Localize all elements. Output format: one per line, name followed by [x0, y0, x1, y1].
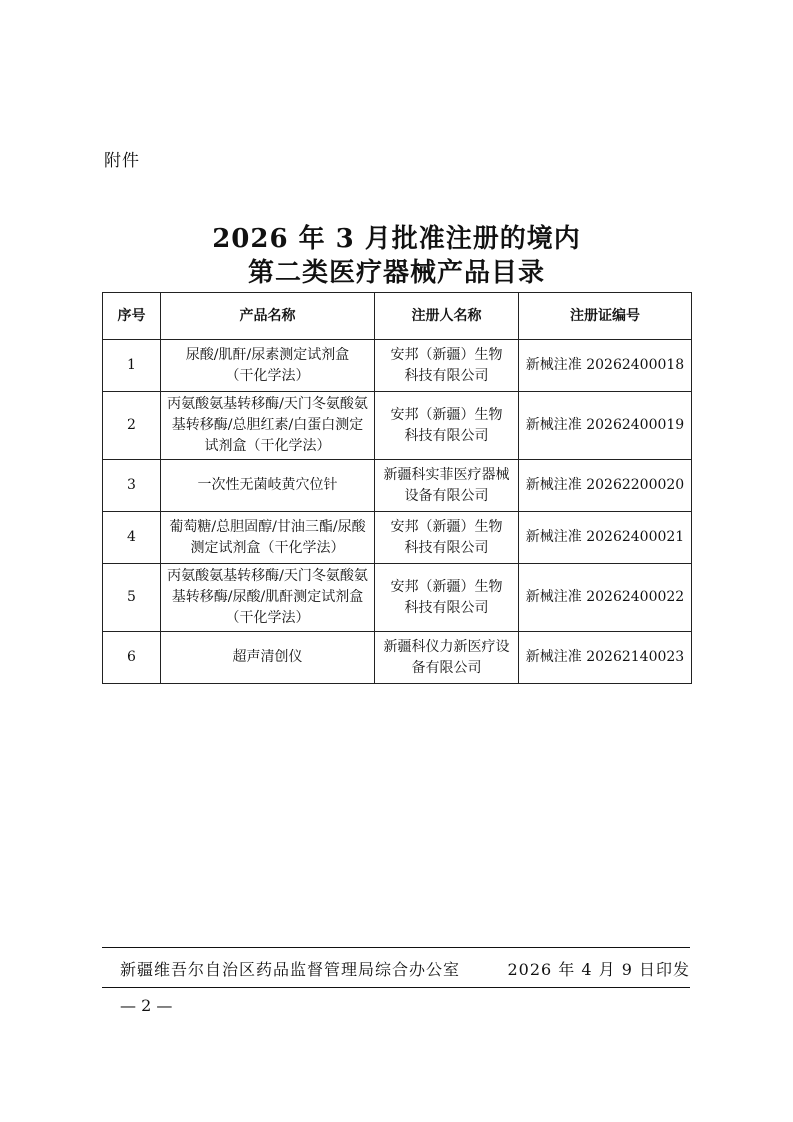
serial-cell: 5: [103, 564, 161, 632]
footer-bottom-rule: [102, 987, 690, 988]
certificate-cell: 新械注准 20262400022: [519, 564, 692, 632]
page-number: — 2 —: [120, 996, 173, 1015]
table-row: [103, 512, 692, 564]
product-name-cell: 丙氨酸氨基转移酶/天门冬氨酸氨基转移酶/总胆红素/白蛋白测定试剂盒（干化学法）: [161, 392, 375, 460]
column-header-registrant: 注册人名称: [375, 293, 519, 340]
document-title-line2: 第二类医疗器械产品目录: [247, 258, 545, 288]
serial-cell: 4: [103, 512, 161, 564]
table-row: [103, 460, 692, 512]
column-header-certificate-number: 注册证编号: [519, 293, 692, 340]
certificate-cell: 新械注准 20262400018: [519, 340, 692, 392]
print-date: 2026 年 4 月 9 日印发: [507, 960, 690, 979]
certificate-cell: 新械注准 20262400019: [519, 392, 692, 460]
serial-cell: 6: [103, 632, 161, 684]
certificate-cell: 新械注准 20262200020: [519, 460, 692, 512]
document-title-line1: 2026 年 3 月批准注册的境内: [212, 224, 581, 254]
footer-top-rule: [102, 947, 690, 948]
product-name-cell: 尿酸/肌酐/尿素测定试剂盒（干化学法）: [161, 340, 375, 392]
product-name-cell: 超声清创仪: [161, 632, 375, 684]
column-header-product-name: 产品名称: [161, 293, 375, 340]
table-header-row: [103, 293, 692, 340]
registrant-cell: 安邦（新疆）生物科技有限公司: [375, 564, 519, 632]
serial-cell: 3: [103, 460, 161, 512]
product-name-cell: 丙氨酸氨基转移酶/天门冬氨酸氨基转移酶/尿酸/肌酐测定试剂盒（干化学法）: [161, 564, 375, 632]
attachment-label: 附件: [104, 151, 140, 171]
column-header-serial: 序号: [103, 293, 161, 340]
registrant-cell: 安邦（新疆）生物科技有限公司: [375, 340, 519, 392]
table-row: [103, 392, 692, 460]
table-row: [103, 632, 692, 684]
serial-cell: 1: [103, 340, 161, 392]
registrant-cell: 安邦（新疆）生物科技有限公司: [375, 512, 519, 564]
registrant-cell: 新疆科实菲医疗器械设备有限公司: [375, 460, 519, 512]
product-catalog-table: [102, 292, 692, 684]
product-name-cell: 一次性无菌岐黄穴位针: [161, 460, 375, 512]
issuing-office: 新疆维吾尔自治区药品监督管理局综合办公室: [120, 960, 461, 979]
serial-cell: 2: [103, 392, 161, 460]
registrant-cell: 安邦（新疆）生物科技有限公司: [375, 392, 519, 460]
certificate-cell: 新械注准 20262140023: [519, 632, 692, 684]
certificate-cell: 新械注准 20262400021: [519, 512, 692, 564]
product-name-cell: 葡萄糖/总胆固醇/甘油三酯/尿酸测定试剂盒（干化学法）: [161, 512, 375, 564]
table-row: [103, 564, 692, 632]
table-row: [103, 340, 692, 392]
registrant-cell: 新疆科仪力新医疗设备有限公司: [375, 632, 519, 684]
